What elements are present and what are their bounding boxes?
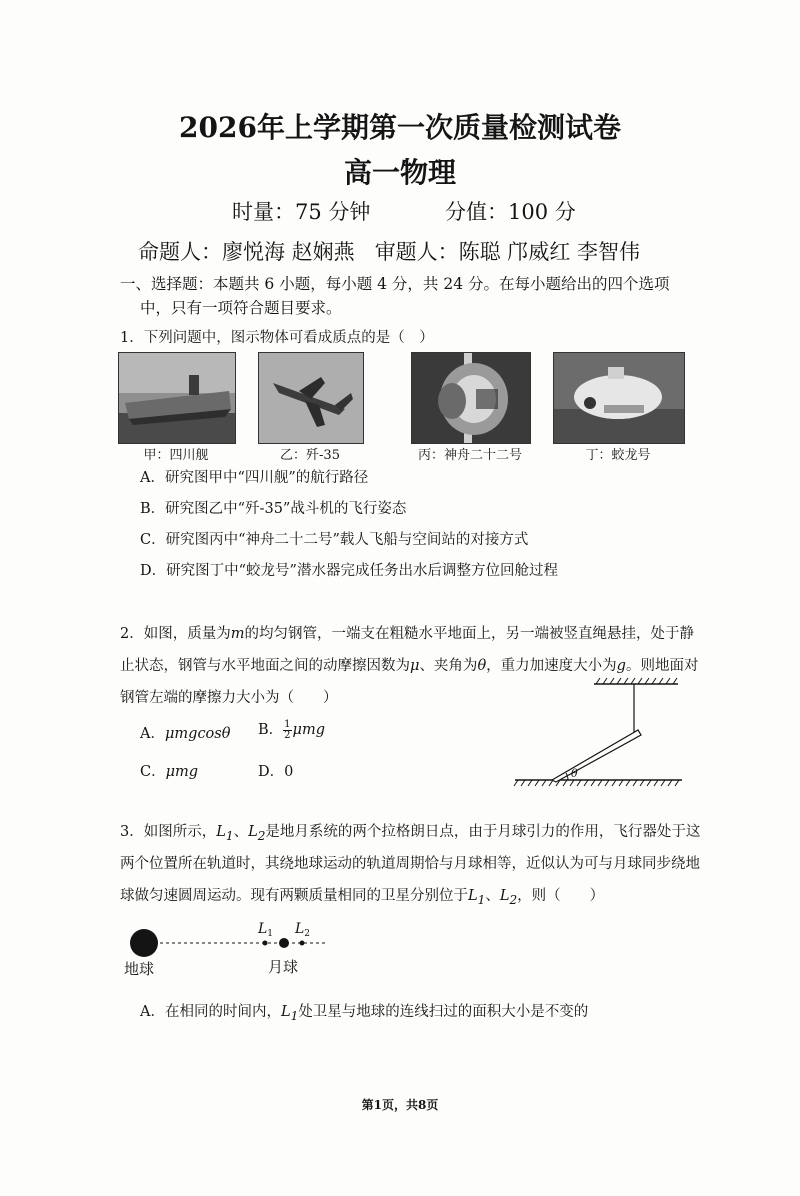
q2-option-c bbox=[140, 760, 198, 781]
q2-theta-symbol: θ bbox=[477, 658, 487, 674]
q3-option-a-text: A．在相同的时间内， bbox=[140, 1004, 281, 1020]
q2-g-symbol: g bbox=[616, 658, 626, 674]
q2-option-b-fraction bbox=[283, 720, 291, 741]
photo-spacecraft bbox=[411, 352, 531, 444]
q2-option-a-label: A． bbox=[140, 726, 165, 742]
earth-label: 地球 bbox=[124, 960, 155, 978]
q2-stem-line2 bbox=[120, 654, 698, 675]
caption-jia: 甲：四川舰 bbox=[143, 448, 209, 463]
q2-option-c-expr: μmg bbox=[165, 764, 199, 780]
q1-option-c: C．研究图丙中“神舟二十二号”载人飞船与空间站的对接方式 bbox=[140, 532, 529, 548]
q3-separator: 、 bbox=[233, 824, 249, 840]
q3-text: ，则（ ） bbox=[517, 888, 605, 904]
total-score: 分值：100 分 bbox=[445, 200, 576, 224]
angle-theta-label: θ bbox=[571, 767, 578, 780]
q2-option-b-expr: μmg bbox=[292, 722, 325, 738]
q3-separator: 、 bbox=[485, 888, 500, 904]
exam-subject: 高一物理 bbox=[343, 156, 456, 189]
q3-option-a bbox=[140, 1000, 588, 1023]
q3-text: 球做匀速圆周运动。现有两颗质量相同的卫星分别位于 bbox=[120, 888, 468, 904]
q3-L1: $L_1$ bbox=[216, 824, 234, 843]
moon-label: 月球 bbox=[268, 958, 299, 976]
q3-L2: $L_2$ bbox=[499, 888, 518, 907]
q2-text: 、夹角为 bbox=[419, 658, 478, 674]
spacecraft-image bbox=[412, 353, 530, 443]
exam-title: 2026年上学期第一次质量检测试卷 bbox=[179, 111, 621, 144]
q1-option-d: D．研究图丁中“蛟龙号”潜水器完成任务出水后调整方位回舱过程 bbox=[140, 563, 558, 579]
q3-stem-line2: 两个位置所在轨道时，其绕地球运动的轨道周期恰与月球相等，近似认为可与月球同步绕地 bbox=[120, 856, 700, 872]
q2-option-a-expr: μmgcosθ bbox=[164, 726, 231, 742]
L2-label: $L_2$ bbox=[295, 921, 311, 939]
steel-pipe bbox=[552, 730, 641, 782]
q2-option-b-label: B． bbox=[258, 722, 284, 738]
q3-earth-moon-diagram bbox=[120, 916, 340, 982]
ceiling-hatch bbox=[596, 678, 677, 684]
authors: 命题人：廖悦海 赵娴燕 bbox=[138, 240, 355, 264]
q3-L1: $L_1$ bbox=[280, 1004, 299, 1023]
q2-stem-line3: 钢管左端的摩擦力大小为（ ） bbox=[120, 690, 338, 706]
q1-option-b: B．研究图乙中“歼-35”战斗机的飞行姿态 bbox=[140, 501, 407, 517]
time-limit: 时量：75 分钟 bbox=[232, 200, 371, 224]
photo-fighter-jet bbox=[258, 352, 364, 444]
aircraft-carrier-image bbox=[119, 353, 235, 443]
q3-option-a-text: 处卫星与地球的连线扫过的面积大小是不变的 bbox=[298, 1004, 589, 1020]
q2-option-c-label: C． bbox=[140, 764, 166, 780]
q2-text: ，重力加速度大小为 bbox=[486, 658, 617, 674]
q2-option-a bbox=[140, 722, 230, 743]
L1-point bbox=[263, 941, 268, 946]
submersible-image bbox=[554, 353, 684, 443]
page-number: 第1页，共8页 bbox=[361, 1098, 439, 1112]
q3-L1: $L_1$ bbox=[468, 888, 486, 907]
L1-label: $L_1$ bbox=[258, 921, 274, 939]
reviewers: 审题人：陈聪 邝威红 李智伟 bbox=[374, 240, 641, 264]
q2-mu-symbol: μ bbox=[410, 658, 420, 674]
fighter-jet-image bbox=[259, 353, 363, 443]
q2-pipe-diagram bbox=[510, 676, 690, 794]
q2-text: 2．如图，质量为 bbox=[120, 626, 231, 642]
q3-text: 3．如图所示， bbox=[120, 824, 217, 840]
fraction-numerator: 1 bbox=[284, 718, 291, 730]
q3-stem-line3 bbox=[120, 884, 604, 907]
section-heading-line1: 一、选择题：本题共 6 小题，每小题 4 分，共 24 分。在每小题给出的四个选项 bbox=[120, 275, 670, 293]
ground-hatch bbox=[514, 780, 679, 786]
earth-dot bbox=[130, 929, 158, 957]
fraction-denominator: 2 bbox=[284, 729, 291, 741]
moon-dot bbox=[279, 938, 289, 948]
q1-stem: 1．下列问题中，图示物体可看成质点的是（ ） bbox=[120, 330, 434, 346]
q3-stem-line1 bbox=[120, 820, 700, 843]
q3-text: 是地月系统的两个拉格朗日点，由于月球引力的作用，飞行器处于这 bbox=[265, 824, 701, 840]
authors-line bbox=[138, 236, 640, 266]
section-heading-line2: 中，只有一项符合题目要求。 bbox=[140, 299, 342, 317]
photo-submersible bbox=[553, 352, 685, 444]
q2-option-b bbox=[258, 718, 325, 741]
caption-ding: 丁：蛟龙号 bbox=[585, 448, 651, 463]
q2-text: 止状态，钢管与水平地面之间的动摩擦因数为 bbox=[120, 658, 410, 674]
q3-L2: $L_2$ bbox=[248, 824, 266, 843]
q2-option-d: D．0 bbox=[258, 764, 294, 780]
q2-mass-symbol: m bbox=[230, 626, 245, 642]
L2-point bbox=[300, 941, 305, 946]
caption-yi: 乙：歼-35 bbox=[280, 448, 340, 463]
photo-aircraft-carrier bbox=[118, 352, 236, 444]
q2-stem-line1 bbox=[120, 622, 694, 643]
q1-option-a: A．研究图甲中“四川舰”的航行路径 bbox=[140, 470, 369, 486]
caption-bing: 丙：神舟二十二号 bbox=[417, 448, 522, 463]
q2-text: 。则地面对 bbox=[625, 658, 699, 674]
q2-text: 的均匀钢管，一端支在粗糙水平地面上，另一端被竖直绳悬挂，处于静 bbox=[244, 626, 694, 642]
